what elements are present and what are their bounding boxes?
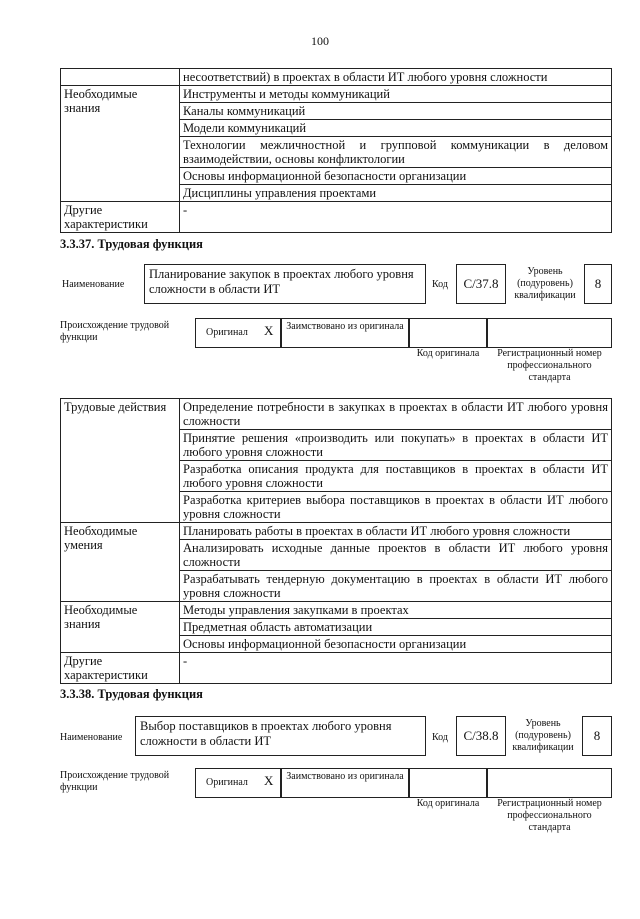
table-row bbox=[61, 399, 612, 430]
row-value: Разработка описания продукта для поставщиков в проектах в области ИТ любого уровня сложности bbox=[180, 461, 612, 492]
function-name: Выбор поставщиков в проектах любого уровня сложности в области ИТ bbox=[135, 716, 426, 756]
reg-number-label: Регистрационный номер профессионального стандарта bbox=[497, 348, 602, 383]
section-title-3-3-38: 3.3.38. Трудовая функция bbox=[60, 687, 203, 701]
table-row bbox=[61, 202, 612, 233]
reg-number-label: Регистрационный номер профессионального стандарта bbox=[497, 798, 602, 833]
origin-original-cell bbox=[195, 318, 281, 348]
origin-code-label: Код оригинала bbox=[416, 348, 480, 359]
original-mark: X bbox=[264, 773, 274, 788]
function-code: C/38.8 bbox=[456, 716, 506, 756]
section-title-3-3-37: 3.3.37. Трудовая функция bbox=[60, 237, 203, 251]
origin-label: Происхождение трудовой функции bbox=[60, 770, 170, 793]
borrowed-label: Заимствовано из оригинала bbox=[281, 318, 409, 348]
origin-original-cell bbox=[195, 768, 281, 798]
row-label: Другие характеристики bbox=[61, 202, 180, 233]
row-label: Трудовые действия bbox=[61, 399, 180, 523]
table-row bbox=[61, 653, 612, 684]
table-row bbox=[61, 602, 612, 619]
level-label: Уровень (подуровень) квалификации bbox=[514, 266, 576, 301]
origin-reg-cell bbox=[487, 318, 612, 348]
row-value: Разработка критериев выбора поставщиков в проектах в области ИТ любого уровня сложности bbox=[180, 492, 612, 523]
row-value: Анализировать исходные данные проектов в области ИТ любого уровня сложности bbox=[180, 540, 612, 571]
row-value: Инструменты и методы коммуникаций bbox=[180, 86, 612, 103]
original-label: Оригинал bbox=[206, 327, 248, 338]
origin-label: Происхождение трудовой функции bbox=[60, 320, 170, 343]
knowledge-table-continued bbox=[60, 68, 612, 233]
row-label bbox=[61, 69, 180, 86]
row-value: Разрабатывать тендерную документацию в проектах в области ИТ любого уровня сложности bbox=[180, 571, 612, 602]
row-value: Основы информационной безопасности организации bbox=[180, 168, 612, 185]
row-value: - bbox=[180, 653, 612, 684]
row-label: Необходимые умения bbox=[61, 523, 180, 602]
original-mark: X bbox=[264, 323, 274, 338]
row-label: Другие характеристики bbox=[61, 653, 180, 684]
function-code: C/37.8 bbox=[456, 264, 506, 304]
original-label: Оригинал bbox=[206, 777, 248, 788]
code-label: Код bbox=[432, 732, 448, 743]
origin-reg-cell bbox=[487, 768, 612, 798]
table-row bbox=[61, 69, 612, 86]
level-label: Уровень (подуровень) квалификации bbox=[512, 718, 574, 753]
origin-code-cell bbox=[409, 768, 487, 798]
row-value: Технологии межличностной и групповой коммуникации в деловом взаимодействии, основы конфликтологии bbox=[180, 137, 612, 168]
row-value: Принятие решения «производить или покупать» в проектах в области ИТ любого уровня сложности bbox=[180, 430, 612, 461]
row-value: Основы информационной безопасности организации bbox=[180, 636, 612, 653]
row-value: Методы управления закупками в проектах bbox=[180, 602, 612, 619]
borrowed-label: Заимствовано из оригинала bbox=[281, 768, 409, 798]
row-value: Модели коммуникаций bbox=[180, 120, 612, 137]
row-value: Определение потребности в закупках в проектах в области ИТ любого уровня сложности bbox=[180, 399, 612, 430]
row-value: Планировать работы в проектах в области ИТ любого уровня сложности bbox=[180, 523, 612, 540]
function-name: Планирование закупок в проектах любого уровня сложности в области ИТ bbox=[144, 264, 426, 304]
table-row bbox=[61, 523, 612, 540]
code-label: Код bbox=[432, 279, 448, 290]
function-details-table bbox=[60, 398, 612, 684]
origin-code-label: Код оригинала bbox=[416, 798, 480, 809]
row-value: Дисциплины управления проектами bbox=[180, 185, 612, 202]
function-level: 8 bbox=[582, 716, 612, 756]
row-label: Необходимые знания bbox=[61, 602, 180, 653]
row-value: Предметная область автоматизации bbox=[180, 619, 612, 636]
table-row bbox=[61, 86, 612, 103]
origin-code-cell bbox=[409, 318, 487, 348]
page-number: 100 bbox=[311, 34, 329, 48]
row-value: - bbox=[180, 202, 612, 233]
row-value: Каналы коммуникаций bbox=[180, 103, 612, 120]
name-label: Наименование bbox=[62, 279, 125, 290]
row-label: Необходимые знания bbox=[61, 86, 180, 202]
row-value: несоответствий) в проектах в области ИТ любого уровня сложности bbox=[180, 69, 612, 86]
function-level: 8 bbox=[584, 264, 612, 304]
name-label: Наименование bbox=[60, 732, 123, 743]
